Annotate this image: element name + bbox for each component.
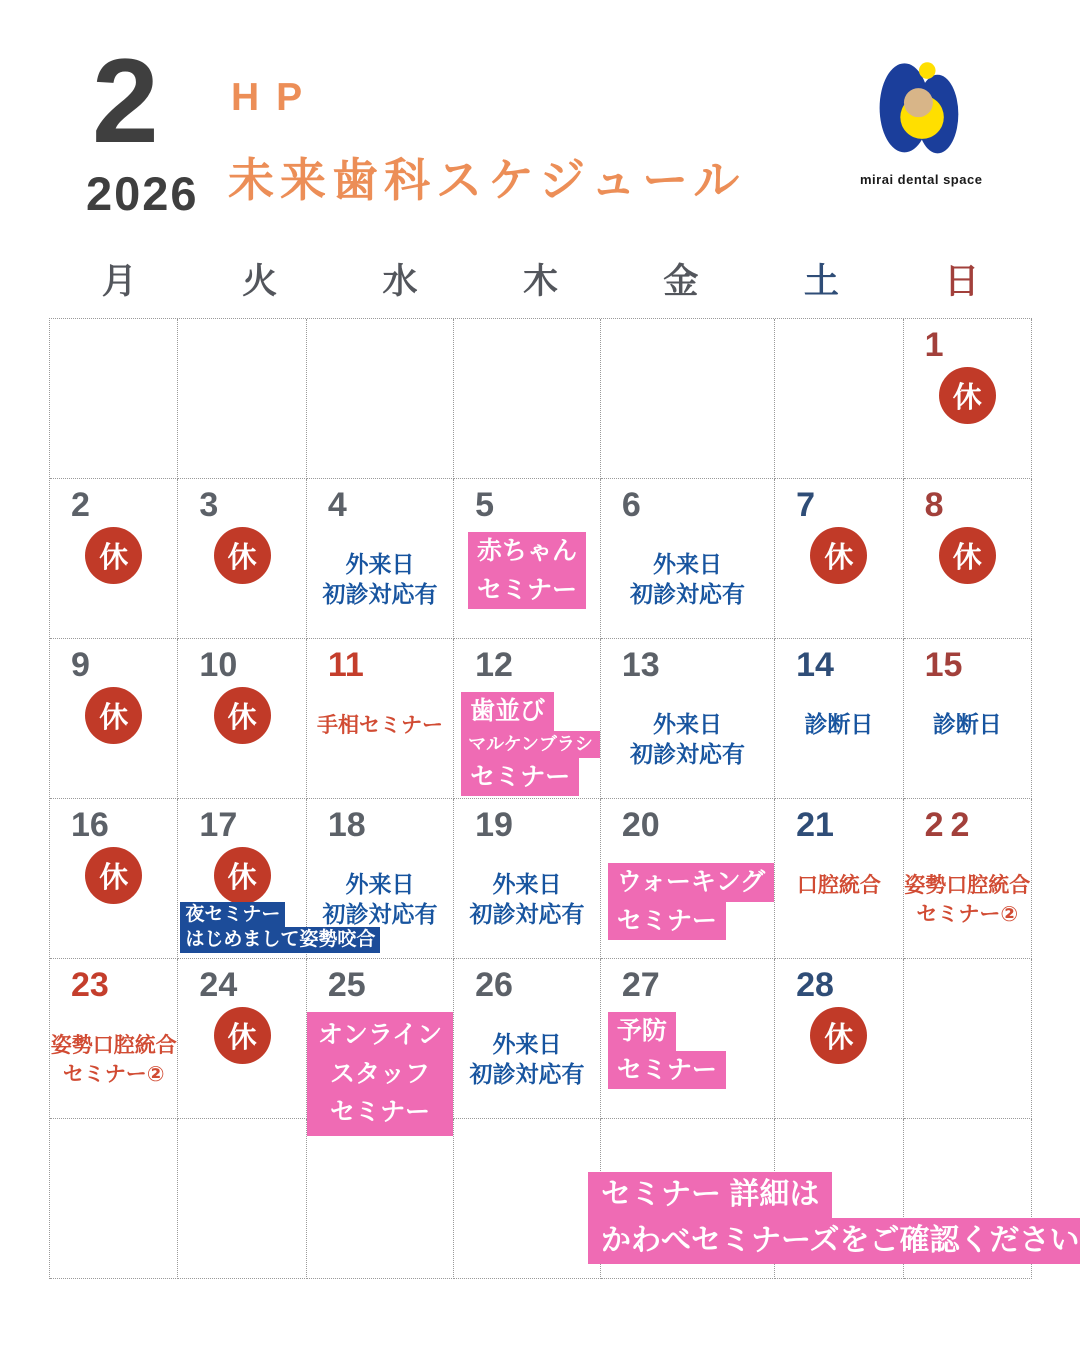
calendar-cell-empty xyxy=(775,319,903,479)
day-number: 6 xyxy=(621,486,641,524)
day-number: 22 xyxy=(924,806,977,844)
pink-note xyxy=(468,532,586,609)
note-line: 初診対応有 xyxy=(322,580,438,607)
logo-caption: mirai dental space xyxy=(860,172,983,187)
calendar-cell-empty xyxy=(307,319,454,479)
note-line: セミナー xyxy=(468,571,586,610)
note-line: スタッフ xyxy=(329,1059,430,1088)
calendar-cell-3 xyxy=(178,479,306,639)
day-number: 25 xyxy=(327,966,366,1004)
calendar-cell-28 xyxy=(775,959,903,1119)
day-number: 28 xyxy=(796,966,834,1004)
note-line: 外来日 xyxy=(345,871,415,898)
day-number: 5 xyxy=(475,486,495,524)
calendar-cell-21 xyxy=(775,799,903,959)
weekday-header-月: 月 xyxy=(101,262,137,301)
pink-note xyxy=(608,863,774,940)
note-line: 口腔統合 xyxy=(796,874,881,898)
note-line: 歯並び xyxy=(461,692,554,731)
year-label: 2026 xyxy=(86,167,199,220)
weekday-header-日: 日 xyxy=(944,262,980,301)
note-line: セミナー② xyxy=(916,903,1019,927)
note-line: 夜セミナー xyxy=(180,902,285,928)
footer-note-line: かわべセミナーズをご確認ください xyxy=(588,1218,1080,1264)
day-number: 18 xyxy=(327,806,366,844)
calendar-cell-16 xyxy=(50,799,178,959)
weekday-header-木: 木 xyxy=(522,262,558,301)
day-number: 8 xyxy=(924,486,944,524)
note-line: 外来日 xyxy=(653,551,722,578)
pink-note xyxy=(307,1012,453,1136)
note-line: 手相セミナー xyxy=(316,714,443,738)
day-number: 7 xyxy=(796,486,816,524)
note-line: 初診対応有 xyxy=(630,740,745,767)
red-note xyxy=(797,871,881,900)
blue-note xyxy=(804,710,873,740)
day-number: 19 xyxy=(475,806,513,844)
calendar-cell-26 xyxy=(454,959,601,1119)
calendar-cell-10 xyxy=(178,639,306,799)
note-line: 診断日 xyxy=(932,711,1002,738)
page-title: 未来歯科スケジュール xyxy=(228,154,746,206)
weekday-header-土: 土 xyxy=(803,262,839,301)
calendar-cell-11 xyxy=(307,639,454,799)
note-line: 初診対応有 xyxy=(469,900,585,927)
pink-note xyxy=(461,692,600,796)
day-number: 10 xyxy=(199,646,238,684)
calendar-cell-13 xyxy=(601,639,775,799)
closed-badge: 休 xyxy=(939,367,996,424)
calendar-cell-empty xyxy=(178,319,306,479)
calendar-cell-14 xyxy=(775,639,903,799)
closed-badge: 休 xyxy=(85,687,142,744)
calendar-cell-empty xyxy=(178,1119,306,1279)
calendar-cell-8 xyxy=(904,479,1032,639)
note-line: 初診対応有 xyxy=(322,900,438,927)
closed-badge: 休 xyxy=(214,687,271,744)
day-number: 4 xyxy=(327,486,347,524)
day-number: 24 xyxy=(199,966,238,1004)
hp-label: HP xyxy=(231,76,320,119)
blue-note xyxy=(630,550,745,610)
day-number: 27 xyxy=(621,966,660,1004)
calendar-cell-empty xyxy=(50,1119,178,1279)
note-line: マルケンブラシ xyxy=(461,731,600,758)
calendar-cell-empty xyxy=(454,319,601,479)
calendar-cell-empty xyxy=(454,1119,601,1279)
day-number: 12 xyxy=(475,646,513,684)
calendar-cell-12 xyxy=(454,639,601,799)
day-number: 23 xyxy=(71,966,109,1004)
day-number: 3 xyxy=(199,486,219,524)
calendar-cell-5 xyxy=(454,479,601,639)
calendar-cell-24 xyxy=(178,959,306,1119)
day-number: 15 xyxy=(924,646,963,684)
calendar-cell-9 xyxy=(50,639,178,799)
calendar-cell-empty xyxy=(50,319,178,479)
note-line: 外来日 xyxy=(492,1031,562,1058)
calendar-cell-25 xyxy=(307,959,454,1127)
day-number: 21 xyxy=(796,806,834,844)
calendar-cell-19 xyxy=(454,799,601,959)
calendar-cell-4 xyxy=(307,479,454,639)
calendar-cell-27 xyxy=(601,959,775,1119)
day-number: 2 xyxy=(71,486,90,524)
blue-note xyxy=(470,870,585,930)
day-number: 20 xyxy=(621,806,660,844)
closed-badge: 休 xyxy=(214,847,271,904)
note-line: 外来日 xyxy=(345,551,415,578)
closed-badge: 休 xyxy=(214,527,271,584)
closed-badge: 休 xyxy=(810,527,867,584)
calendar-grid xyxy=(49,318,1032,1279)
note-line: セミナー xyxy=(461,758,579,797)
day-number: 9 xyxy=(71,646,90,684)
note-line: 姿勢口腔統合 xyxy=(904,874,1031,898)
footer-note-line: セミナー 詳細は xyxy=(588,1172,832,1218)
calendar-cell-15 xyxy=(904,639,1032,799)
calendar-cell-1 xyxy=(904,319,1032,479)
month-number: 2 xyxy=(92,34,159,168)
note-line: 予防 xyxy=(608,1012,676,1051)
calendar-cell-6 xyxy=(601,479,775,639)
blue-note xyxy=(933,710,1002,740)
closed-badge: 休 xyxy=(85,847,142,904)
blue-note xyxy=(630,710,745,770)
calendar-cell-2 xyxy=(50,479,178,639)
tooth-logo-icon xyxy=(868,54,972,170)
calendar-cell-empty xyxy=(307,1119,454,1279)
note-line: 姿勢口腔統合 xyxy=(50,1034,177,1058)
day-number: 14 xyxy=(796,646,834,684)
blue-note xyxy=(470,1030,585,1090)
note-line: 外来日 xyxy=(492,871,562,898)
note-line: セミナー xyxy=(608,902,726,941)
pink-note xyxy=(608,1012,726,1089)
calendar-cell-23 xyxy=(50,959,178,1119)
day-number: 13 xyxy=(621,646,660,684)
closed-badge: 休 xyxy=(85,527,142,584)
calendar-cell-empty xyxy=(904,959,1032,1119)
note-line: オンライン xyxy=(317,1021,443,1050)
note-line: 初診対応有 xyxy=(630,580,745,607)
day-number: 11 xyxy=(327,646,364,684)
note-line: 初診対応有 xyxy=(469,1060,585,1087)
red-note xyxy=(317,711,443,740)
red-note xyxy=(904,871,1030,930)
clinic-logo xyxy=(860,54,983,187)
note-line: セミナー xyxy=(329,1098,430,1127)
blue-note xyxy=(322,550,437,610)
closed-badge: 休 xyxy=(214,1007,271,1064)
weekday-header-水: 水 xyxy=(382,262,418,301)
weekday-header-金: 金 xyxy=(663,262,699,301)
day-number: 17 xyxy=(199,806,238,844)
day-number: 1 xyxy=(924,326,944,364)
note-line: 赤ちゃん xyxy=(468,532,586,571)
calendar-cell-empty xyxy=(601,319,775,479)
note-line: ウォーキング xyxy=(608,863,774,902)
weekday-header-火: 火 xyxy=(242,262,278,301)
red-note xyxy=(51,1031,177,1090)
day-number: 26 xyxy=(475,966,513,1004)
navy-note xyxy=(180,902,380,954)
day-number: 16 xyxy=(71,806,109,844)
closed-badge: 休 xyxy=(810,1007,867,1064)
weekday-row xyxy=(49,248,1032,310)
calendar-cell-7 xyxy=(775,479,903,639)
note-line: セミナー xyxy=(608,1051,726,1090)
closed-badge: 休 xyxy=(939,527,996,584)
footer-note xyxy=(588,1172,1080,1264)
calendar-cell-22 xyxy=(904,799,1032,959)
note-line: 診断日 xyxy=(804,711,874,738)
note-line: はじめまして姿勢咬合 xyxy=(180,927,380,953)
calendar-cell-20 xyxy=(601,799,775,959)
note-line: 外来日 xyxy=(653,711,722,738)
note-line: セミナー② xyxy=(62,1063,165,1087)
